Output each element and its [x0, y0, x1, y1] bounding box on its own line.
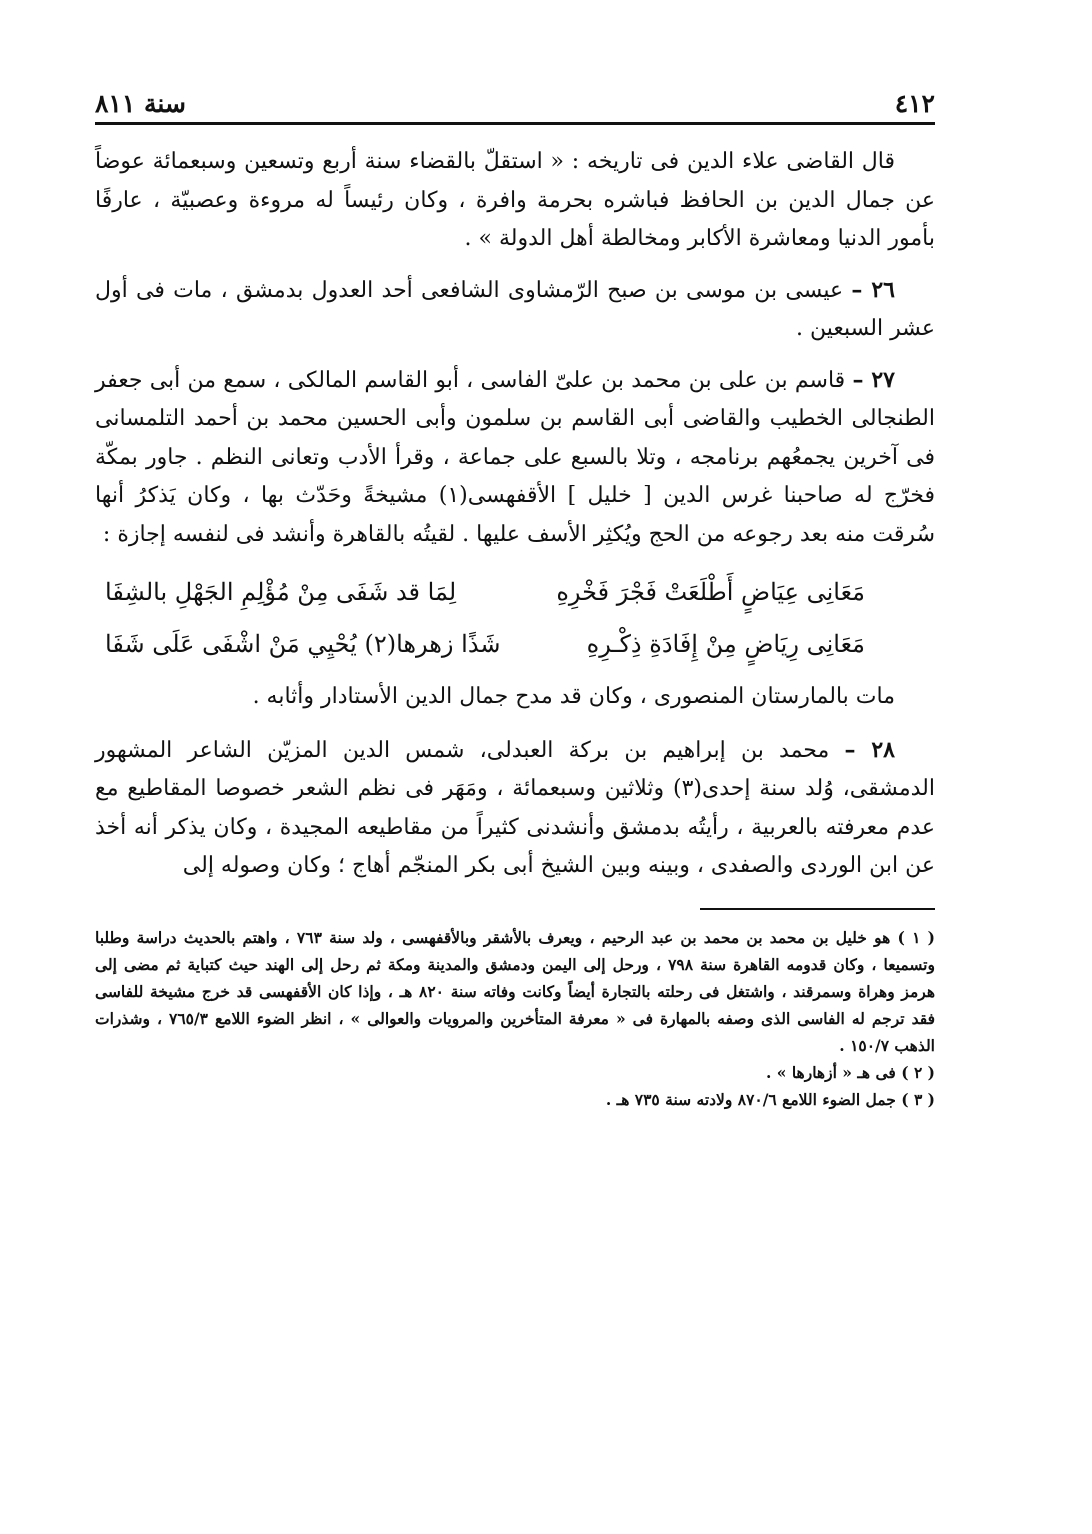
- entry-26: [95, 271, 935, 349]
- verse-second-half: لِمَا قد شَفَى مِنْ مُؤْلِمِ الجَهْلِ بالشِفَا: [105, 578, 457, 606]
- text-line: عشر السبعين .: [796, 316, 935, 341]
- poem: [105, 566, 865, 670]
- text-line: بمكّة فخرّج له صاحبنا غرس الدين [ خليل ] الأقفهسى(١) مشيخةً وحَدّث بها ، وكان يَذكرُ: [95, 444, 935, 508]
- footnote-line: خرج مشيخة للفاسى فقد ترجم له الفاسى الذى وصفه بالمهارة فى « معرفة المتأخرين والمرويات والعوالى » ، انظر الضوء اللامع: [95, 981, 936, 1028]
- text-line: إجازة :: [102, 521, 166, 547]
- footnotes: [95, 924, 935, 1113]
- text-line: عيسى بن موسى بن صبح الرّمشاوى الشافعى أحد العدول بدمشق ، مات فى أول: [95, 277, 844, 303]
- verse-first-half: مَعَانِى عِيَاضٍ أَطْلَعَتْ فَجْرَ فَخْرِهِ: [556, 578, 865, 606]
- footnote-line: ٧٦٥/٣ ، وشذرات الذهب ١٥٠/٧ .: [95, 1008, 935, 1055]
- verse-first-half: مَعَانِى رِيَاضٍ مِنْ إِفَادَةِ ذِكْـرِهِ: [586, 630, 865, 658]
- footnote-line: ثم مضى إلى هرمز وهراة وسمرقند ، واشتغل فى رحلته بالتجارة أيضاً وكانت وفاته سنة ٨٢٠ هـ ، وإذا كان الأقفهسى قد: [95, 954, 935, 1001]
- text-line: قال القاضى علاء الدين فى تاريخه : « استقلّ بالقضاء سنة أربع وتسعين وسبعمائة: [152, 149, 895, 174]
- text-line: عارفًا بأمور الدنيا ومعاشرة الأكابر ومخالطة أهل الدولة » .: [95, 187, 935, 251]
- entry-28: [95, 731, 935, 886]
- footnote-1: [95, 924, 935, 1059]
- footnote-rule: [700, 908, 935, 910]
- entry-number: ٢٨ –: [844, 736, 895, 763]
- text-line: قاسم بن على بن محمد بن علىّ الفاسى ، أبو القاسم المالكى ، سمع من أبى جعفر: [95, 367, 846, 393]
- footnote-3: ( ٣ ) جمل الضوء اللامع ٨٧٠/٦ ولادته سنة ٧٣٥ هـ .: [605, 1089, 935, 1109]
- page-header: [95, 78, 935, 118]
- poem-verse: [105, 618, 865, 670]
- text-line: عن ابن الوردى والصفدى ، وبينه وبين الشيخ أبى بكر المنجّم أهاج ؛ وكان وصوله إلى: [182, 853, 935, 878]
- text-line: بالعربية ، رأيتُه بدمشق وأنشدنى كثيراً من مقاطيعه المجيدة ، وكان يذكر أنه أخذ: [95, 814, 818, 840]
- entry-27-continuation: مات بالمارستان المنصورى ، وكان قد مدح جمال الدين الأستادار وأثابه .: [252, 684, 895, 709]
- page-number: ٤١٢: [894, 89, 935, 118]
- text-line: عوضاً عن جمال الدين بن الحافظ فباشره بحرمة وافرة ، وكان رئيساً له مروءة وعصبيّة ،: [95, 149, 935, 213]
- footnote-line: ( ١ ) هو خليل بن محمد بن محمد بن عبد الرحيم ، ويعرف بالأشقر وبالأقفهسى ، ولد سنة ٧٦٣ ، واهتم بالحديث دراسة: [136, 927, 935, 947]
- verse-second-half: شَذًا زهرها(٢) يُحْيِي مَنْ اشْفَى عَلَى شَفَا: [105, 630, 501, 658]
- text-line: وُلد سنة إحدى(٣) وثلاثين وسبعمائة ، ومَهَر فى نظم الشعر خصوصا المقاطيع مع عدم معرفته: [95, 776, 935, 840]
- footnote-2: ( ٢ ) فى هـ « أزهارها » .: [765, 1062, 935, 1082]
- text-line: الطنجالى الخطيب والقاضى أبى القاسم بن سلمون وأبى الحسين محمد بن أحمد التلمسانى: [95, 406, 935, 431]
- entry-27: [95, 361, 935, 555]
- poem-verse: [105, 566, 865, 618]
- text-line: محمد بن إبراهيم بن بركة العبدلى، شمس الدين المزيّن الشاعر المشهور الدمشقى،: [95, 737, 935, 801]
- main-text: [95, 143, 935, 886]
- book-page: [95, 78, 935, 1113]
- entry-number: ٢٧ –: [852, 366, 895, 393]
- header-rule: [95, 122, 935, 125]
- footnote-line: وطلبا وتسميعا ، وكان قدومه القاهرة سنة ٧٩٨ ، ورحل إلى اليمن ودمشق والمدينة ومكة ثم رحل إلى الهند حيث كتباية: [95, 927, 935, 974]
- running-head-year: سنة ٨١١: [95, 89, 186, 118]
- text-line: فى آخرين يجمعُهم برنامجه ، وتلا بالسبع على جماعة ، وقرأ الأدب وتعانى النظم . جاور: [145, 444, 935, 470]
- paragraph-quote: [95, 143, 935, 259]
- entry-number: ٢٦ –: [851, 276, 895, 303]
- text-line: أنها سُرقت منه بعد رجوعه من الحج ويُكثِر الأسف عليها . لقيتُه بالقاهرة وأنشد فى لنفسه: [95, 483, 935, 547]
